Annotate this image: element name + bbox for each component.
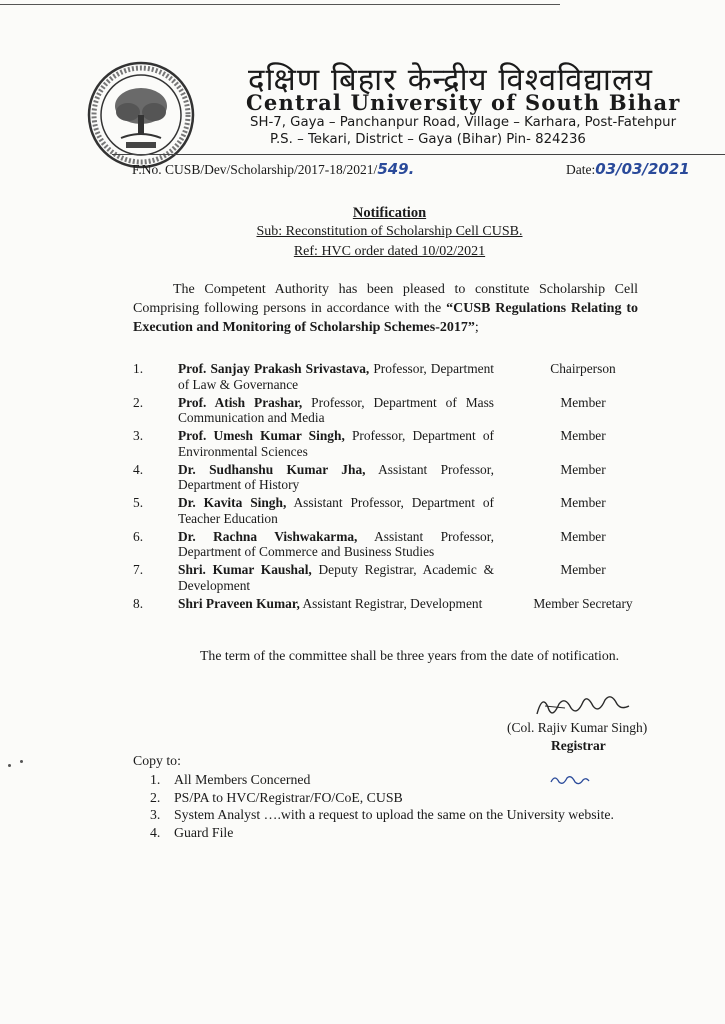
member-detail: Professor, Department of Law & Governance <box>178 361 495 392</box>
member-number: 1. <box>133 361 144 376</box>
member-name: Prof. Umesh Kumar Singh, <box>178 428 345 443</box>
registrar-signature <box>525 688 635 722</box>
regulation-title: “CUSB Regulations Relating to Execution and Monitoring of Scholarship Schemes-2017” <box>133 301 638 335</box>
member-number: 8. <box>133 595 144 611</box>
member-description <box>178 596 494 612</box>
member-role: Member Secretary <box>533 595 633 611</box>
member-number: 7. <box>133 562 144 577</box>
member-role: Member <box>560 394 606 410</box>
member-description <box>178 395 494 426</box>
copy-item-number: 2. <box>150 789 161 805</box>
member-description <box>178 562 494 593</box>
member-description <box>178 529 494 560</box>
signatory-designation: Registrar <box>551 738 606 753</box>
copy-item-text: Guard File <box>174 824 234 840</box>
committee-members-list <box>133 361 653 629</box>
member-name: Prof. Atish Prashar, <box>178 394 303 410</box>
member-row <box>133 596 653 630</box>
intro-paragraph <box>133 280 638 337</box>
member-detail: Deputy Registrar, Academic & Development <box>178 562 494 593</box>
copy-item-number: 4. <box>150 824 161 840</box>
member-detail: Assistant Professor, Department of Teacher Education <box>178 495 494 526</box>
member-name: Dr. Sudhanshu Kumar Jha, <box>178 461 366 477</box>
member-role: Member <box>560 428 606 443</box>
file-number-prefix: F.No. CUSB/Dev/Scholarship/2017-18/2021/ <box>132 162 378 177</box>
copy-to-list <box>150 771 614 841</box>
member-detail: Assistant Professor, Department of Commerce and Business Studies <box>178 528 494 559</box>
copy-item <box>150 789 614 807</box>
member-name: Dr. Kavita Singh, <box>178 495 287 510</box>
notification-title: Notification <box>352 205 427 221</box>
member-number: 2. <box>133 394 144 410</box>
member-role: Member <box>560 461 606 477</box>
copy-item <box>150 771 614 789</box>
address-line-2: P.S. – Tekari, District – Gaya (Bihar) Pin- 824236 <box>270 132 586 147</box>
file-number <box>132 160 414 178</box>
university-name-hindi: दक्षिण बिहार केन्द्रीय विश्वविद्यालय <box>248 62 653 98</box>
header-divider <box>112 154 725 155</box>
member-row <box>133 462 653 496</box>
term-statement: The term of the committee shall be three years from the date of notification. <box>200 648 620 663</box>
copy-item-number: 1. <box>150 772 161 787</box>
member-description <box>178 462 494 493</box>
member-role: Chairperson <box>550 361 616 376</box>
member-row <box>133 361 653 395</box>
reference-line: Ref: HVC order dated 10/02/2021 <box>293 244 486 259</box>
member-number: 5. <box>133 495 144 510</box>
signatory-name: (Col. Rajiv Kumar Singh) <box>507 720 648 735</box>
scan-speck <box>8 764 11 767</box>
member-number: 4. <box>133 461 144 477</box>
member-number: 3. <box>133 428 144 443</box>
member-row <box>133 428 653 462</box>
member-name: Shri Praveen Kumar, <box>178 595 300 611</box>
university-name-english: Central University of South Bihar <box>246 90 681 115</box>
intro-text-end: ; <box>474 320 479 335</box>
member-number: 6. <box>133 528 144 544</box>
date-handwritten: 03/03/2021 <box>595 160 690 178</box>
scan-edge-line <box>0 4 560 5</box>
member-row <box>133 495 653 529</box>
copy-item-text: System Analyst ….with a request to upload the same on the University website. <box>174 807 614 822</box>
member-row <box>133 395 653 429</box>
copy-item <box>150 824 614 842</box>
date-field <box>566 160 690 178</box>
intro-text-start: The Competent Authority has been pleased to constitute Scholarship Cell Comprising following persons in accordance with the <box>133 282 638 316</box>
member-row <box>133 529 653 563</box>
member-role: Member <box>560 528 606 544</box>
member-description <box>178 495 494 526</box>
member-detail: Assistant Registrar, Development <box>299 595 483 611</box>
scan-speck <box>20 760 23 763</box>
copy-item-text: All Members Concerned <box>174 772 311 787</box>
member-name: Shri. Kumar Kaushal, <box>178 562 312 577</box>
member-detail: Professor, Department of Mass Communication and Media <box>178 394 494 425</box>
member-row <box>133 562 653 596</box>
address-line-1: SH-7, Gaya – Panchanpur Road, Village – Karhara, Post-Fatehpur <box>250 115 677 130</box>
member-description <box>178 361 494 392</box>
member-description <box>178 428 494 459</box>
member-name: Dr. Rachna Vishwakarma, <box>178 528 358 544</box>
member-role: Member <box>560 495 606 510</box>
copy-item-text: PS/PA to HVC/Registrar/FO/CoE, CUSB <box>174 789 403 805</box>
subject-line: Sub: Reconstitution of Scholarship Cell CUSB. <box>256 224 523 239</box>
member-name: Prof. Sanjay Prakash Srivastava, <box>178 361 370 376</box>
member-detail: Professor, Department of Environmental Sciences <box>178 428 495 459</box>
file-number-handwritten: 549. <box>377 160 415 178</box>
date-label: Date: <box>566 162 596 177</box>
member-role: Member <box>560 562 606 577</box>
member-detail: Assistant Professor, Department of History <box>178 461 495 492</box>
copy-item-number: 3. <box>150 807 161 822</box>
copy-to-label: Copy to: <box>133 753 181 768</box>
copy-item <box>150 806 614 824</box>
